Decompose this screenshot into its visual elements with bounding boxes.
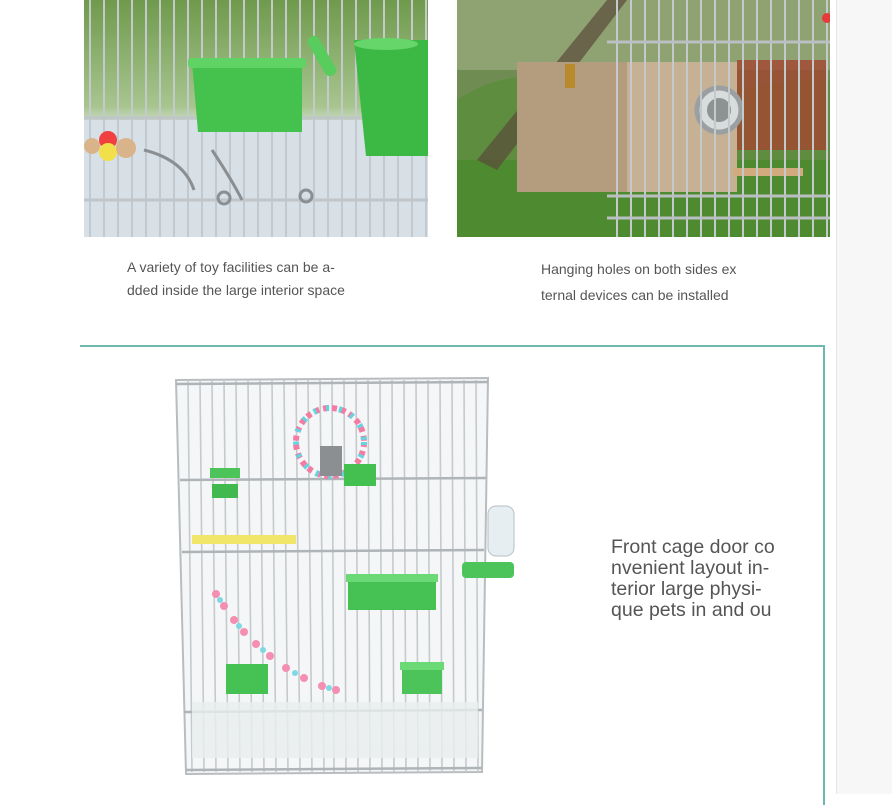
caption-left-line-1: A variety of toy facilities can be a- xyxy=(127,259,335,275)
caption-toy-facilities xyxy=(127,256,349,302)
feature-line-1: Front cage door co xyxy=(611,537,775,558)
feature-line-2: nvenient layout in- xyxy=(611,557,770,579)
right-gutter xyxy=(836,0,892,794)
feature-line-4: que pets in and ou xyxy=(611,599,772,621)
caption-left-line-2: dded inside the large interior space xyxy=(127,282,345,298)
nest-box-photo xyxy=(457,0,830,237)
caption-hanging-holes xyxy=(541,256,746,308)
feature-line-3: terior large physi- xyxy=(611,578,762,600)
bird-cage-image xyxy=(172,372,522,782)
cage-interior-photo xyxy=(84,0,428,237)
feature-description xyxy=(611,537,777,621)
caption-right-line-1: Hanging holes on both sides ex xyxy=(541,261,737,277)
caption-right-line-2: ternal devices can be installed xyxy=(541,287,729,303)
